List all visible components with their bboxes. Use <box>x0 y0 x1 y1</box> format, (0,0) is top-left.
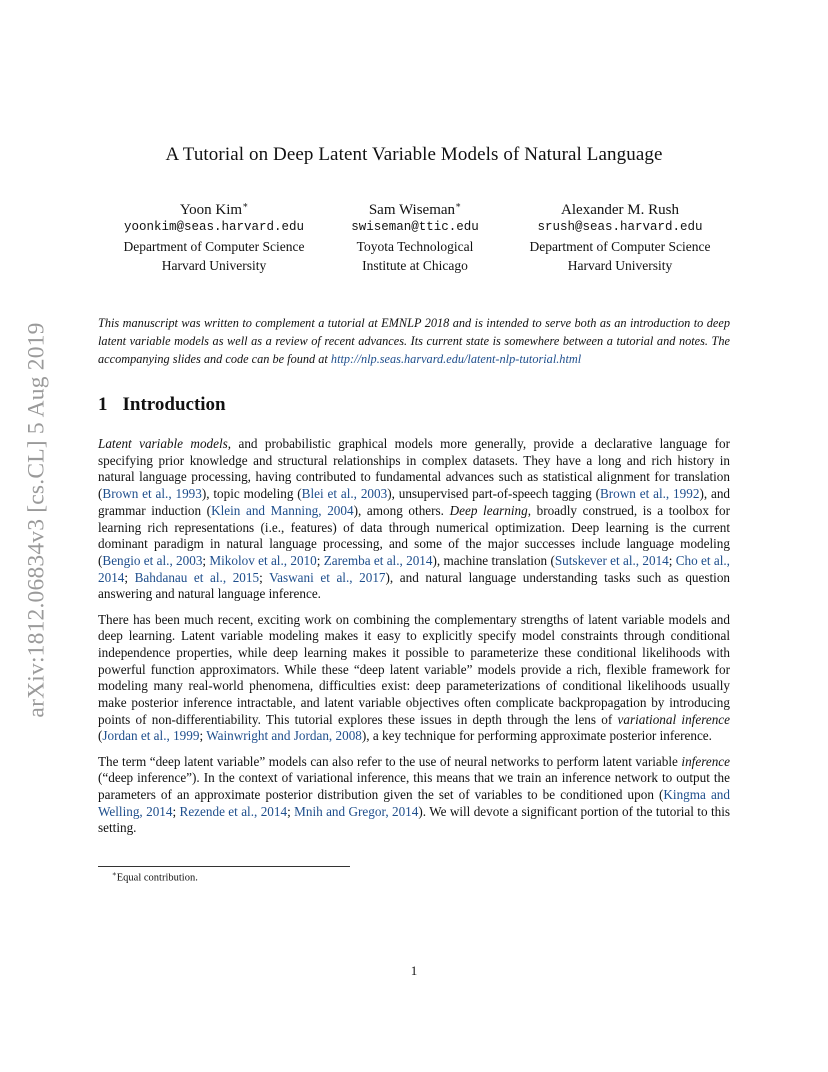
citation-link[interactable]: Bahdanau et al., 2015 <box>134 569 260 585</box>
section-title: Introduction <box>122 394 226 415</box>
body-text: ), unsupervised part-of-speech tagging ( <box>387 486 600 502</box>
body-text: ). We will devote a significant portion of the tutorial to this setting. <box>98 803 730 836</box>
citation-link[interactable]: Kingma and Welling, 2014 <box>98 787 730 819</box>
citation-link[interactable]: Klein and Manning, 2004 <box>211 502 354 518</box>
body-text: ; <box>287 803 295 819</box>
body-text: ; <box>316 552 324 568</box>
body-text: ), a key technique for performing approximate posterior inference. <box>361 728 712 744</box>
author-affiliation-inst: Harvard University <box>161 258 267 273</box>
citation-link[interactable]: Sutskever et al., 2014 <box>554 552 669 568</box>
body-text: ; <box>172 803 180 819</box>
body-text: (“deep inference”). In the context of variational inference, this means that we train an inference network to output the parameters of an approximate posterior distribution given the set of variables to be conditioned upon ( <box>98 770 730 803</box>
paragraph-1 <box>98 436 730 603</box>
body-text: The term “deep latent variable” models can also refer to the use of neural networks to perform latent variable <box>98 753 682 769</box>
paragraph-2 <box>98 612 730 746</box>
author-affiliation-dept: Toyota Technological <box>356 239 474 254</box>
author-affiliation-dept: Department of Computer Science <box>123 239 305 254</box>
body-text: ; <box>124 569 135 585</box>
author-email[interactable]: swiseman@ttic.edu <box>351 220 479 234</box>
page-number: 1 <box>410 963 418 978</box>
author-name: Yoon Kim∗ <box>179 200 249 218</box>
body-text: ; <box>259 569 270 585</box>
author-email[interactable]: yoonkim@seas.harvard.edu <box>123 220 305 234</box>
footnote-rule <box>98 866 350 867</box>
section-number: 1 <box>98 394 108 415</box>
author-affiliation-inst: Harvard University <box>567 258 673 273</box>
arxiv-identifier-text: arXiv:1812.06834v3 [cs.CL] 5 Aug 2019 <box>23 322 50 718</box>
citation-link[interactable]: Blei et al., 2003 <box>301 486 388 502</box>
author-email[interactable]: srush@seas.harvard.edu <box>537 220 703 234</box>
paper-title: A Tutorial on Deep Latent Variable Models of Natural Language <box>165 144 663 165</box>
citation-link[interactable]: Bengio et al., 2003 <box>102 552 203 568</box>
author-2 <box>295 194 535 275</box>
body-text: ; <box>199 728 207 744</box>
author-name: Sam Wiseman∗ <box>368 200 462 218</box>
abstract-text: This manuscript was written to complement a tutorial at EMNLP 2018 and is intended to serve both as an introduction to deep latent variable models as well as a review of recent advances. Its current state is somewhere between a tutorial and notes. The accompanying slides and code can be found at <box>98 316 730 366</box>
body-text: , broadly construed, is a toolbox for learning rich representations (i.e., features) of data through numerical optimization. Deep learning is the current dominant paradigm in natural language processing, and some of the major successes include language modeling ( <box>98 502 730 568</box>
citation-link[interactable]: Brown et al., 1993 <box>102 486 202 502</box>
emphasized-term: Latent variable models <box>98 436 228 451</box>
body-text: ( <box>98 728 103 744</box>
arxiv-identifier <box>20 290 54 750</box>
body-text: ; <box>202 552 210 568</box>
section-body <box>98 436 730 846</box>
citation-link[interactable]: Zaremba et al., 2014 <box>323 552 433 568</box>
emphasized-term: Deep learning <box>449 502 528 518</box>
body-text: ), machine translation ( <box>432 552 555 568</box>
abstract <box>98 314 730 368</box>
emphasized-term: variational inference <box>617 711 730 727</box>
citation-link[interactable]: Rezende et al., 2014 <box>179 803 288 819</box>
emphasized-term: inference <box>681 753 730 769</box>
citation-link[interactable]: Vaswani et al., 2017 <box>269 569 386 585</box>
footnote <box>112 870 198 884</box>
citation-link[interactable]: Cho et al., 2014 <box>98 552 730 585</box>
footnote-text: Equal contribution. <box>116 872 198 884</box>
author-name: Alexander M. Rush <box>561 202 679 218</box>
tutorial-link[interactable]: http://nlp.seas.harvard.edu/latent-nlp-tutorial.html <box>330 352 582 366</box>
section-heading <box>98 394 226 416</box>
footnote-mark: ∗ <box>112 870 117 878</box>
body-text: , and probabilistic graphical models more generally, provide a declarative language for specifying prior knowledge and structural relationships in complex datasets. They have a long and rich history in natural language processing, having contributed to fundamental advances such as statistical alignment for translation ( <box>98 436 731 502</box>
citation-link[interactable]: Mnih and Gregor, 2014 <box>294 803 419 819</box>
citation-link[interactable]: Wainwright and Jordan, 2008 <box>206 728 362 744</box>
author-3 <box>500 194 740 275</box>
body-text: ), and grammar induction ( <box>98 486 731 518</box>
paragraph-3 <box>98 754 730 838</box>
body-text: There has been much recent, exciting work on combining the complementary strengths of latent variable models and deep learning. Latent variable modeling makes it easy to explicitly specify model constraints through conditional independence properties, while deep learning makes it possible to parameterize these conditional likelihoods with powerful function approximators. While these “deep latent variable” models provide a rich, flexible framework for modeling many real-world phenomena, difficulties exist: deep parameterizations of conditional likelihoods usually make posterior inference intractable, and latent variable objectives often complicate backpropagation by introducing points of non-differentiability. This tutorial explores these issues in depth through the lens of <box>98 611 730 727</box>
citation-link[interactable]: Jordan et al., 1999 <box>102 728 200 744</box>
body-text: ), topic modeling ( <box>201 486 302 502</box>
citation-link[interactable]: Brown et al., 1992 <box>599 486 700 502</box>
body-text: ), and natural language understanding tasks such as question answering and natural language inference. <box>98 569 731 602</box>
body-text: ; <box>668 552 676 568</box>
author-affiliation-inst: Institute at Chicago <box>362 258 468 273</box>
author-affiliation-dept: Department of Computer Science <box>529 239 711 254</box>
body-text: ), among others. <box>353 502 450 518</box>
citation-link[interactable]: Mikolov et al., 2010 <box>209 552 317 568</box>
